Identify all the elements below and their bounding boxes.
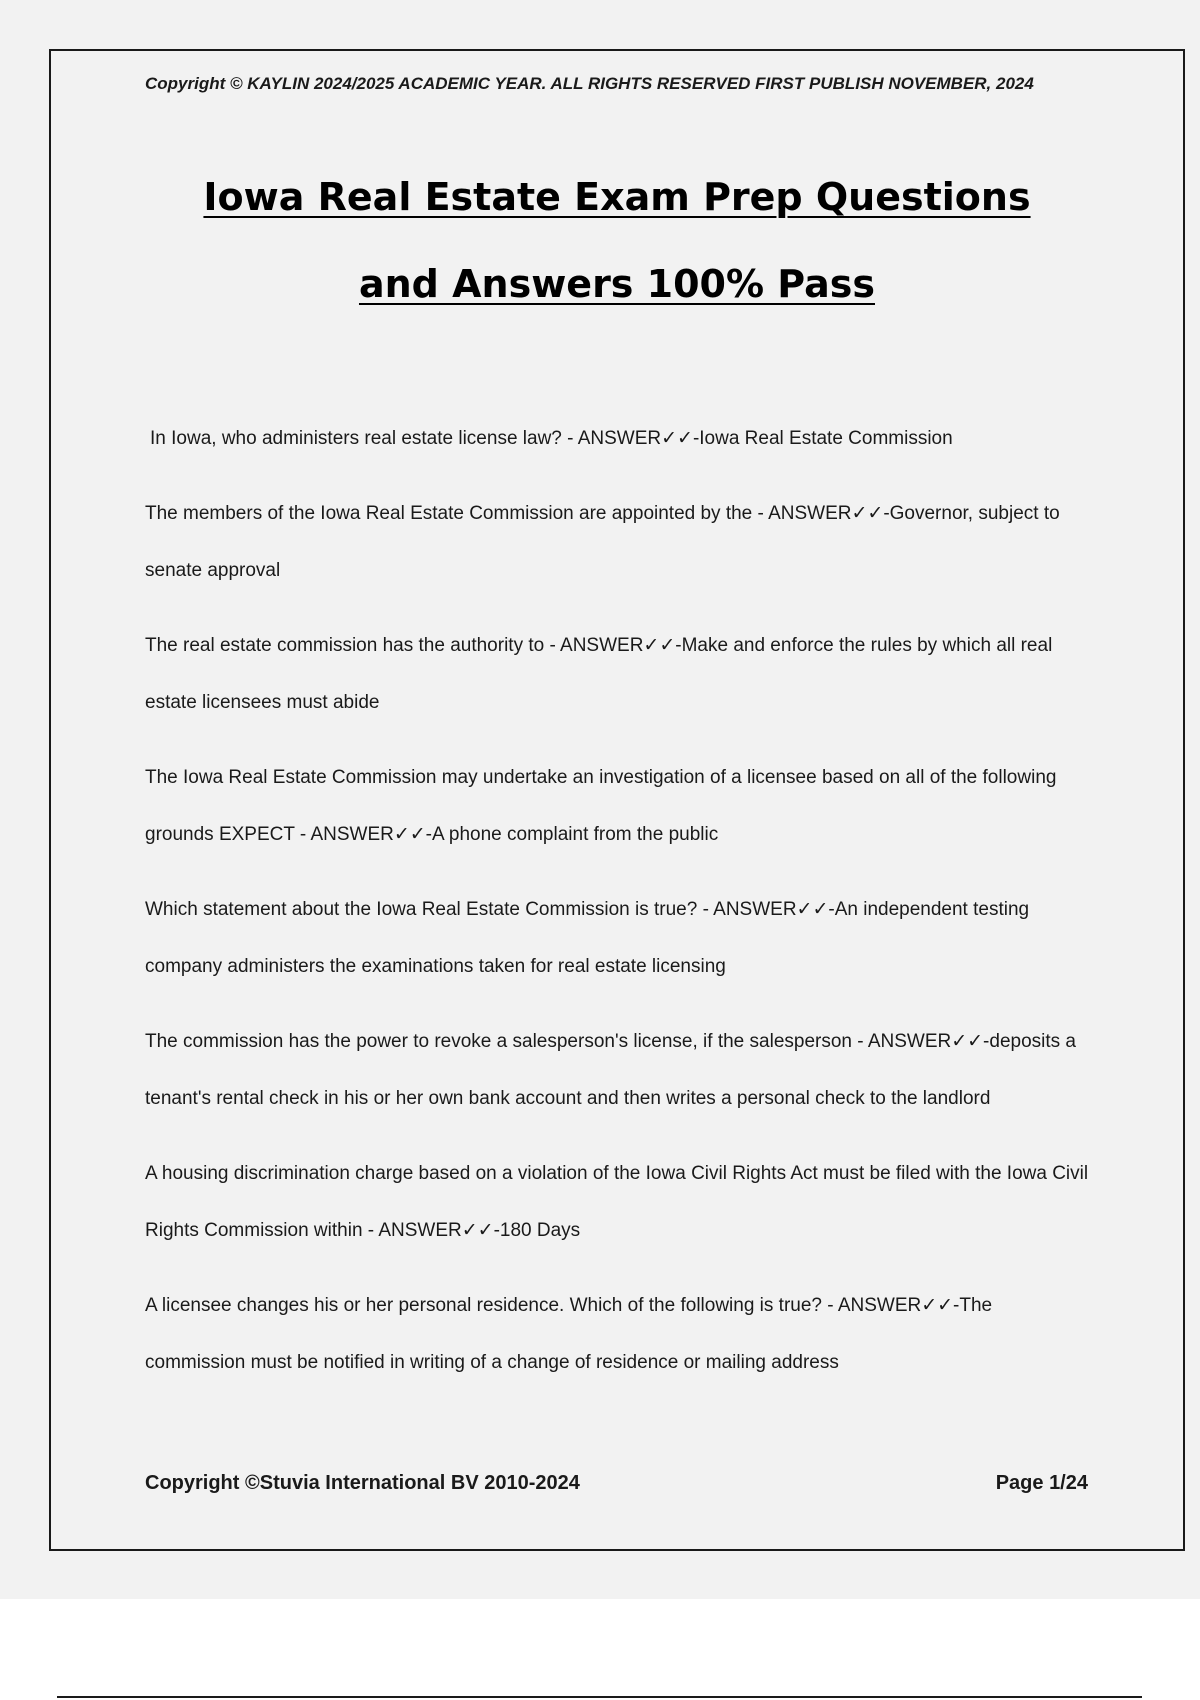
qa-item: The members of the Iowa Real Estate Commission are appointed by the - ANSWER✓✓-Governor, subject to senate approval — [145, 503, 1060, 581]
footer-copyright: Copyright ©Stuvia International BV 2010-2024 — [145, 1472, 580, 1494]
qa-item: In Iowa, who administers real estate license law? - ANSWER✓✓-Iowa Real Estate Commission — [150, 428, 953, 449]
document-title-line-1 — [100, 175, 1134, 219]
qa-item: A housing discrimination charge based on a violation of the Iowa Civil Rights Act must be filed with the Iowa Civil Rights Commission within - ANSWER✓✓-180 Days — [145, 1163, 1089, 1241]
question-answer-list — [145, 410, 1095, 1409]
next-page-top-rule — [57, 1696, 1142, 1698]
qa-item: The Iowa Real Estate Commission may undertake an investigation of a licensee based on all of the following grounds EXPECT - ANSWER✓✓-A phone complaint from the public — [145, 767, 1057, 845]
page-number: Page 1/24 — [995, 1472, 1088, 1494]
qa-item: The commission has the power to revoke a salesperson's license, if the salesperson - ANSWER✓✓-deposits a tenant's rental check in his or her own bank account and then writes a personal check to the landlord — [145, 1031, 1076, 1109]
header-copyright: Copyright © KAYLIN 2024/2025 ACADEMIC YEAR. ALL RIGHTS RESERVED FIRST PUBLISH NOVEMBER, 2024 — [145, 74, 1034, 93]
title-line-1-text: Iowa Real Estate Exam Prep Questions — [203, 175, 1031, 219]
qa-item: A licensee changes his or her personal residence. Which of the following is true? - ANSWER✓✓-The commission must be notified in writing of a change of residence or mailing address — [145, 1295, 993, 1373]
title-line-2-text: and Answers 100% Pass — [358, 262, 875, 306]
qa-item: The real estate commission has the authority to - ANSWER✓✓-Make and enforce the rules by which all real estate licensees must abide — [145, 635, 1053, 713]
document-title-line-2 — [100, 262, 1134, 306]
qa-item: Which statement about the Iowa Real Estate Commission is true? - ANSWER✓✓-An independent testing company administers the examinations taken for real estate licensing — [145, 899, 1030, 977]
